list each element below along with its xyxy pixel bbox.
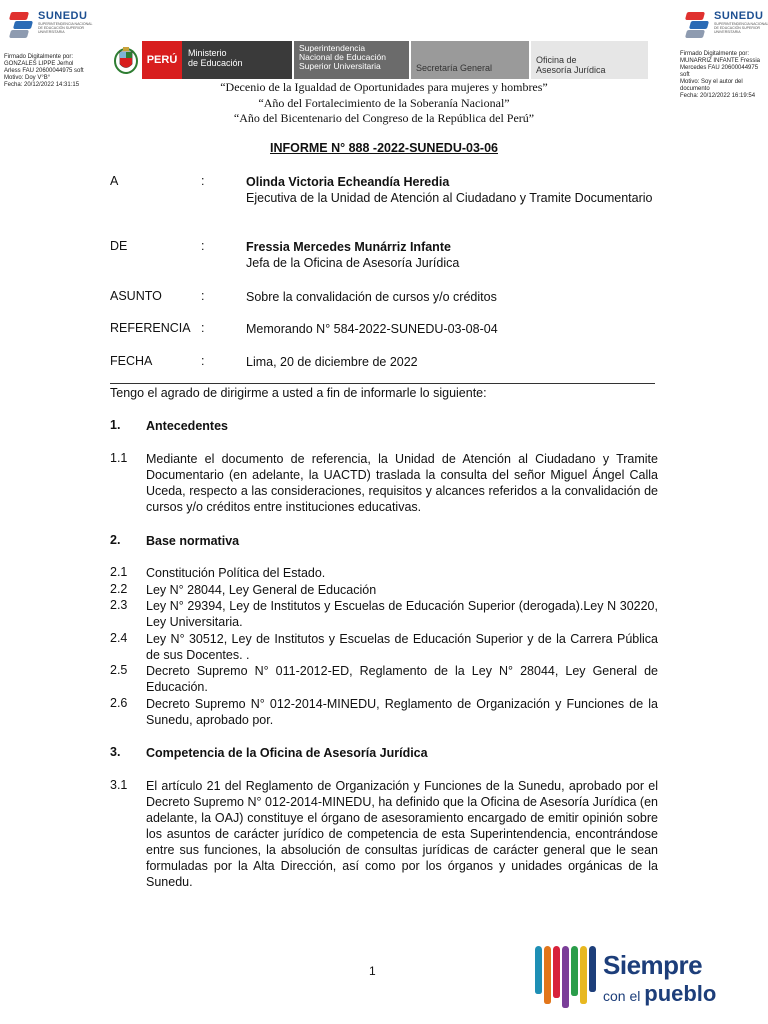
sender-role: Jefa de la Oficina de Asesoría Jurídica [246, 256, 460, 270]
separator-line [110, 383, 655, 384]
ministerio-line: Ministerio [188, 48, 227, 58]
signature-line: MUNARRIZ INFANTE Fressia [680, 58, 761, 64]
sup-line: Superintendencia [299, 43, 366, 53]
sunedu-logo-right [686, 10, 768, 40]
field-colon: : [201, 354, 205, 368]
reference-value: Memorando N° 584-2022-SUNEDU-03-08-04 [246, 322, 498, 336]
field-colon: : [201, 289, 205, 303]
signature-line: Motivo: Soy el autor del [680, 79, 743, 85]
page-number: 1 [369, 964, 376, 978]
oficina-line: Asesoría Jurídica [536, 65, 606, 75]
section-title: Base normativa [146, 534, 240, 548]
paragraph-text: Constitución Política del Estado. [146, 566, 326, 580]
section-number: 2. [110, 533, 121, 547]
paragraph-text: Ley N° 29394, Ley de Institutos y Escuelas de Educación Superior (derogada).Ley N 30220, Ley Universitaria. [146, 599, 658, 629]
oficina-line: Oficina de [536, 55, 577, 65]
paragraph-number: 2.5 [110, 663, 128, 677]
recipient-name: Olinda Victoria Echeandía Heredia [246, 175, 450, 189]
field-colon: : [201, 239, 205, 253]
date-value: Lima, 20 de diciembre de 2022 [246, 355, 418, 369]
paragraph-number: 1.1 [110, 451, 128, 465]
paragraph-number: 2.3 [110, 598, 128, 612]
signature-line: Mercedes FAU 20600044975 soft [680, 65, 759, 78]
sunedu-mark-icon [686, 10, 710, 40]
subject-value: Sobre la convalidación de cursos y/o créditos [246, 290, 497, 304]
paragraph-number: 2.6 [110, 696, 128, 710]
field-label-de: DE [110, 239, 128, 253]
paragraph-number: 2.1 [110, 565, 128, 579]
field-colon: : [201, 321, 205, 335]
secretaria-label: Secretaría General [411, 41, 529, 79]
paragraph-text: Ley N° 28044, Ley General de Educación [146, 583, 377, 597]
paragraph-text: Decreto Supremo N° 011-2012-ED, Reglamento de la Ley N° 28044, Ley General de Educación. [146, 664, 658, 694]
slogan-line-2 [603, 981, 716, 1007]
decenio-line-1: “Decenio de la Igualdad de Oportunidades para mujeres y hombres” [220, 80, 548, 94]
section-title: Competencia de la Oficina de Asesoría Jurídica [146, 746, 428, 760]
sunedu-logo-name: SUNEDU [38, 10, 88, 22]
field-colon: : [201, 174, 205, 188]
oficina-label [531, 41, 648, 79]
signature-line: documento [680, 86, 710, 92]
paragraph-text: El artículo 21 del Reglamento de Organización y Funciones de la Sunedu, aprobado por el Decreto Supremo N° 012-2014-MINEDU, ha definido que la Oficina de Asesoría Jurídica (en adelante, la OAJ) constituye el órgano de asesoramiento encargado de emitir opinión sobre los asuntos de carácter jurídico de competencia de esta Superintendencia, encontrándose entre sus funciones, la absolución de consultas jurídicas de carácter general que le sean formuladas por la Alta Dirección, así como por los órganos y unidades orgánicas de la Sunedu. [146, 779, 658, 889]
slogan-part-a: con el [603, 988, 641, 1004]
ministerio-line: de Educación [188, 58, 243, 68]
siempre-con-el-pueblo-logo [533, 944, 723, 1012]
paragraph-number: 2.2 [110, 582, 128, 596]
sup-line: Nacional de Educación [299, 52, 386, 62]
paragraph-text: Ley N° 30512, Ley de Institutos y Escuelas de Educación Superior y de la Carrera Pública de sus Docentes. . [146, 632, 658, 662]
sunedu-logo-left [10, 10, 98, 40]
section-number: 3. [110, 745, 121, 759]
sunedu-mark-icon [10, 10, 34, 40]
recipient-role: Ejecutiva de la Unidad de Atención al Ciudadano y Tramite Documentario [246, 191, 653, 205]
decenio-line-2: “Año del Fortalecimiento de la Soberanía Nacional” [258, 96, 510, 110]
sunedu-logo-sub: SUPERINTENDENCIA NACIONAL DE EDUCACIÓN SUPERIOR UNIVERSITARIA [714, 22, 768, 34]
report-title: INFORME N° 888 -2022-SUNEDU-03-06 [270, 141, 498, 155]
slogan-part-b: pueblo [644, 981, 717, 1006]
superintendencia-label [294, 41, 409, 79]
signature-line: Firmado Digitalmente por: [680, 51, 750, 57]
colorful-bars-icon [533, 946, 601, 1010]
field-label-a: A [110, 174, 119, 188]
paragraph-number: 2.4 [110, 631, 128, 645]
sunedu-logo-name: SUNEDU [714, 10, 764, 22]
section-number: 1. [110, 418, 121, 432]
field-label-asunto: ASUNTO [110, 289, 162, 303]
decenio-line-3: “Año del Bicentenario del Congreso de la República del Perú” [233, 111, 535, 125]
coat-of-arms-icon [110, 41, 142, 79]
sup-line: Superior Universitaria [299, 61, 381, 71]
paragraph-text: Decreto Supremo N° 012-2014-MINEDU, Reglamento de Organización y Funciones de la Sunedu, aprobado por. [146, 697, 658, 727]
signature-line: Firmado Digitalmente por: [4, 54, 74, 60]
peru-label: PERÚ [142, 41, 182, 79]
signature-line: Motivo: Doy V°B° [4, 75, 51, 81]
section-title: Antecedentes [146, 419, 228, 433]
sunedu-logo-sub: SUPERINTENDENCIA NACIONAL DE EDUCACIÓN SUPERIOR UNIVERSITARIA [38, 22, 93, 34]
slogan-line-1: Siempre [603, 950, 703, 980]
sender-name: Fressia Mercedes Munárriz Infante [246, 240, 451, 254]
ministerio-label [182, 41, 292, 79]
signature-line: Fecha: 20/12/2022 14:31:15 [4, 82, 80, 88]
paragraph-text: Mediante el documento de referencia, la Unidad de Atención al Ciudadano y Tramite Documentario (en adelante, la UACTD) traslada la consulta del señor Miguel Ángel Calla Uceda, respecto a las consideraciones, requisitos y alcances referidos a la convalidación de cursos y/o créditos entre instituciones educativas. [146, 452, 658, 514]
institutional-header [110, 41, 648, 79]
intro-text: Tengo el agrado de dirigirme a usted a fin de informarle lo siguiente: [110, 386, 487, 400]
signature-line: GONZALES LIPPE Jerhol [4, 61, 74, 67]
field-label-referencia: REFERENCIA [110, 321, 191, 335]
signature-line: Arless FAU 20600044975 soft [4, 68, 84, 74]
paragraph-number: 3.1 [110, 778, 128, 792]
signature-line: Fecha: 20/12/2022 16:19:54 [680, 93, 756, 99]
field-label-fecha: FECHA [110, 354, 153, 368]
